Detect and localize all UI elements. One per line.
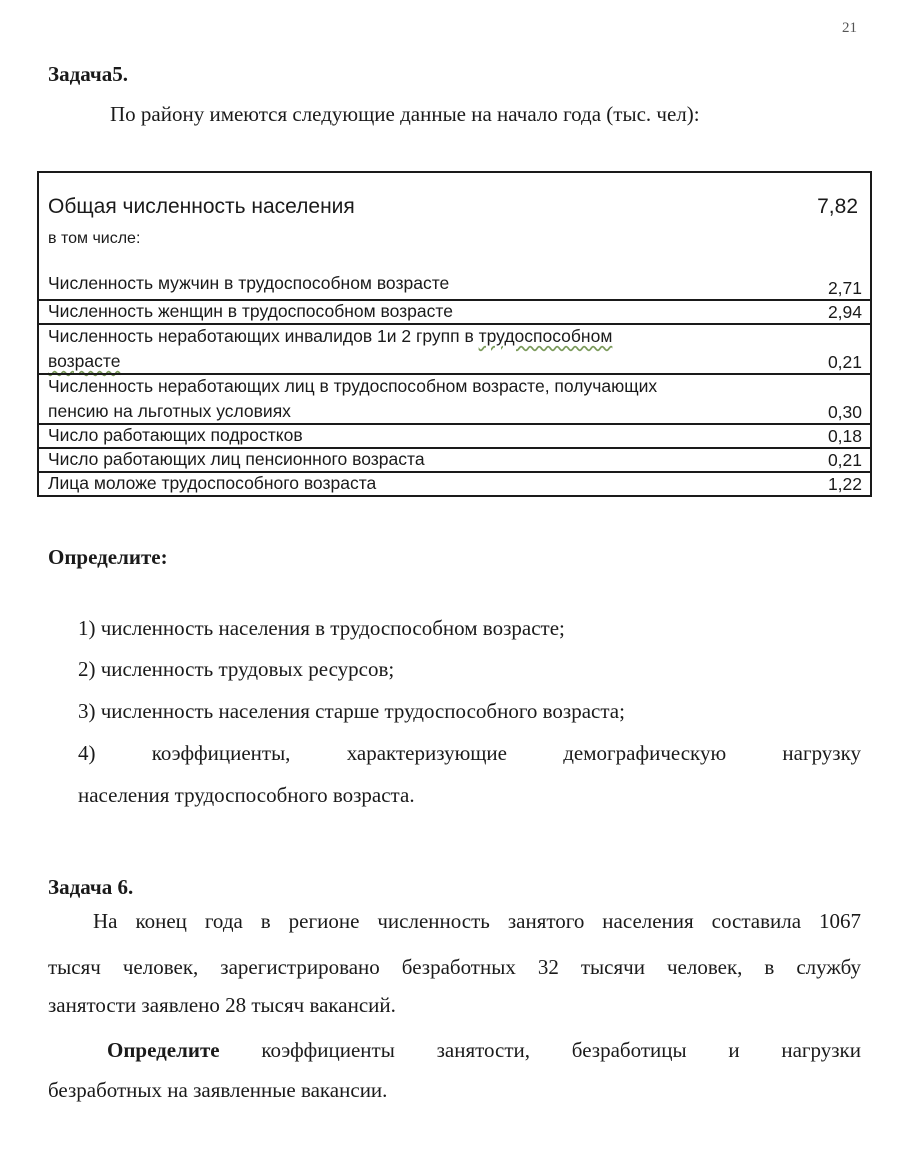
row-label: Лица моложе трудоспособного возраста bbox=[48, 473, 377, 493]
row-value: 2,94 bbox=[827, 302, 862, 322]
table-row bbox=[39, 471, 870, 495]
row-label-line1 bbox=[48, 324, 612, 348]
row-value: 7,82 bbox=[817, 195, 858, 218]
task6-question-line: безработных на заявленные вакансии. bbox=[48, 1078, 388, 1102]
row-value: 0,21 bbox=[827, 450, 862, 470]
task5-title: Задача5. bbox=[48, 62, 128, 86]
page-number: 21 bbox=[842, 20, 857, 36]
determine-word: Определите bbox=[107, 1038, 220, 1062]
population-table bbox=[37, 171, 872, 497]
list-item: 1) численность населения в трудоспособном возрасте; bbox=[78, 616, 565, 640]
task5-intro: По району имеются следующие данные на начало года (тыс. чел): bbox=[110, 102, 700, 126]
row-value: 0,30 bbox=[827, 402, 862, 422]
row-label-part-spellcheck: трудоспособном bbox=[478, 326, 613, 346]
list-item: 4) коэффициенты, характеризующие демографическую нагрузку bbox=[78, 741, 861, 765]
task6-paragraph-line: занятости заявлено 28 тысяч вакансий. bbox=[48, 993, 396, 1017]
table-row bbox=[39, 323, 870, 373]
row-label: Число работающих лиц пенсионного возраста bbox=[48, 449, 425, 469]
row-value: 2,71 bbox=[827, 278, 862, 298]
row-label: Численность женщин в трудоспособном возрасте bbox=[48, 301, 453, 321]
list-item: 3) численность населения старше трудоспособного возраста; bbox=[78, 699, 625, 723]
table-row bbox=[39, 255, 870, 299]
question-text: коэффициенты занятости, безработицы и нагрузки bbox=[219, 1038, 861, 1062]
row-value: 1,22 bbox=[827, 474, 862, 494]
row-label: Число работающих подростков bbox=[48, 425, 303, 445]
row-value: 0,18 bbox=[827, 426, 862, 446]
row-label-line1: Численность неработающих лиц в трудоспособном возрасте, получающих bbox=[48, 376, 658, 396]
row-label-part: Численность неработающих инвалидов 1и 2 групп в bbox=[48, 326, 479, 346]
row-label-line2: пенсию на льготных условиях bbox=[48, 401, 291, 421]
task6-paragraph-line: тысяч человек, зарегистрировано безработных 32 тысячи человек, в службу bbox=[48, 955, 861, 979]
list-item: 2) численность трудовых ресурсов; bbox=[78, 657, 395, 681]
determine-title: Определите: bbox=[48, 545, 168, 569]
row-value: 0,21 bbox=[827, 352, 862, 372]
row-label: Общая численность населения bbox=[48, 195, 355, 218]
table-row bbox=[39, 447, 870, 471]
table-row bbox=[39, 299, 870, 323]
row-label: Численность мужчин в трудоспособном возрасте bbox=[48, 273, 450, 293]
task6-question-line bbox=[107, 1038, 861, 1062]
table-row bbox=[39, 423, 870, 447]
list-item-continuation: населения трудоспособного возраста. bbox=[78, 783, 415, 807]
task6-title: Задача 6. bbox=[48, 875, 134, 899]
table-row bbox=[39, 373, 870, 423]
task6-paragraph-line: На конец года в регионе численность занятого населения составила 1067 bbox=[93, 909, 861, 933]
row-label-line2: возрасте bbox=[48, 351, 121, 371]
row-sublabel: в том числе: bbox=[48, 230, 141, 247]
table-row-total bbox=[39, 173, 870, 255]
